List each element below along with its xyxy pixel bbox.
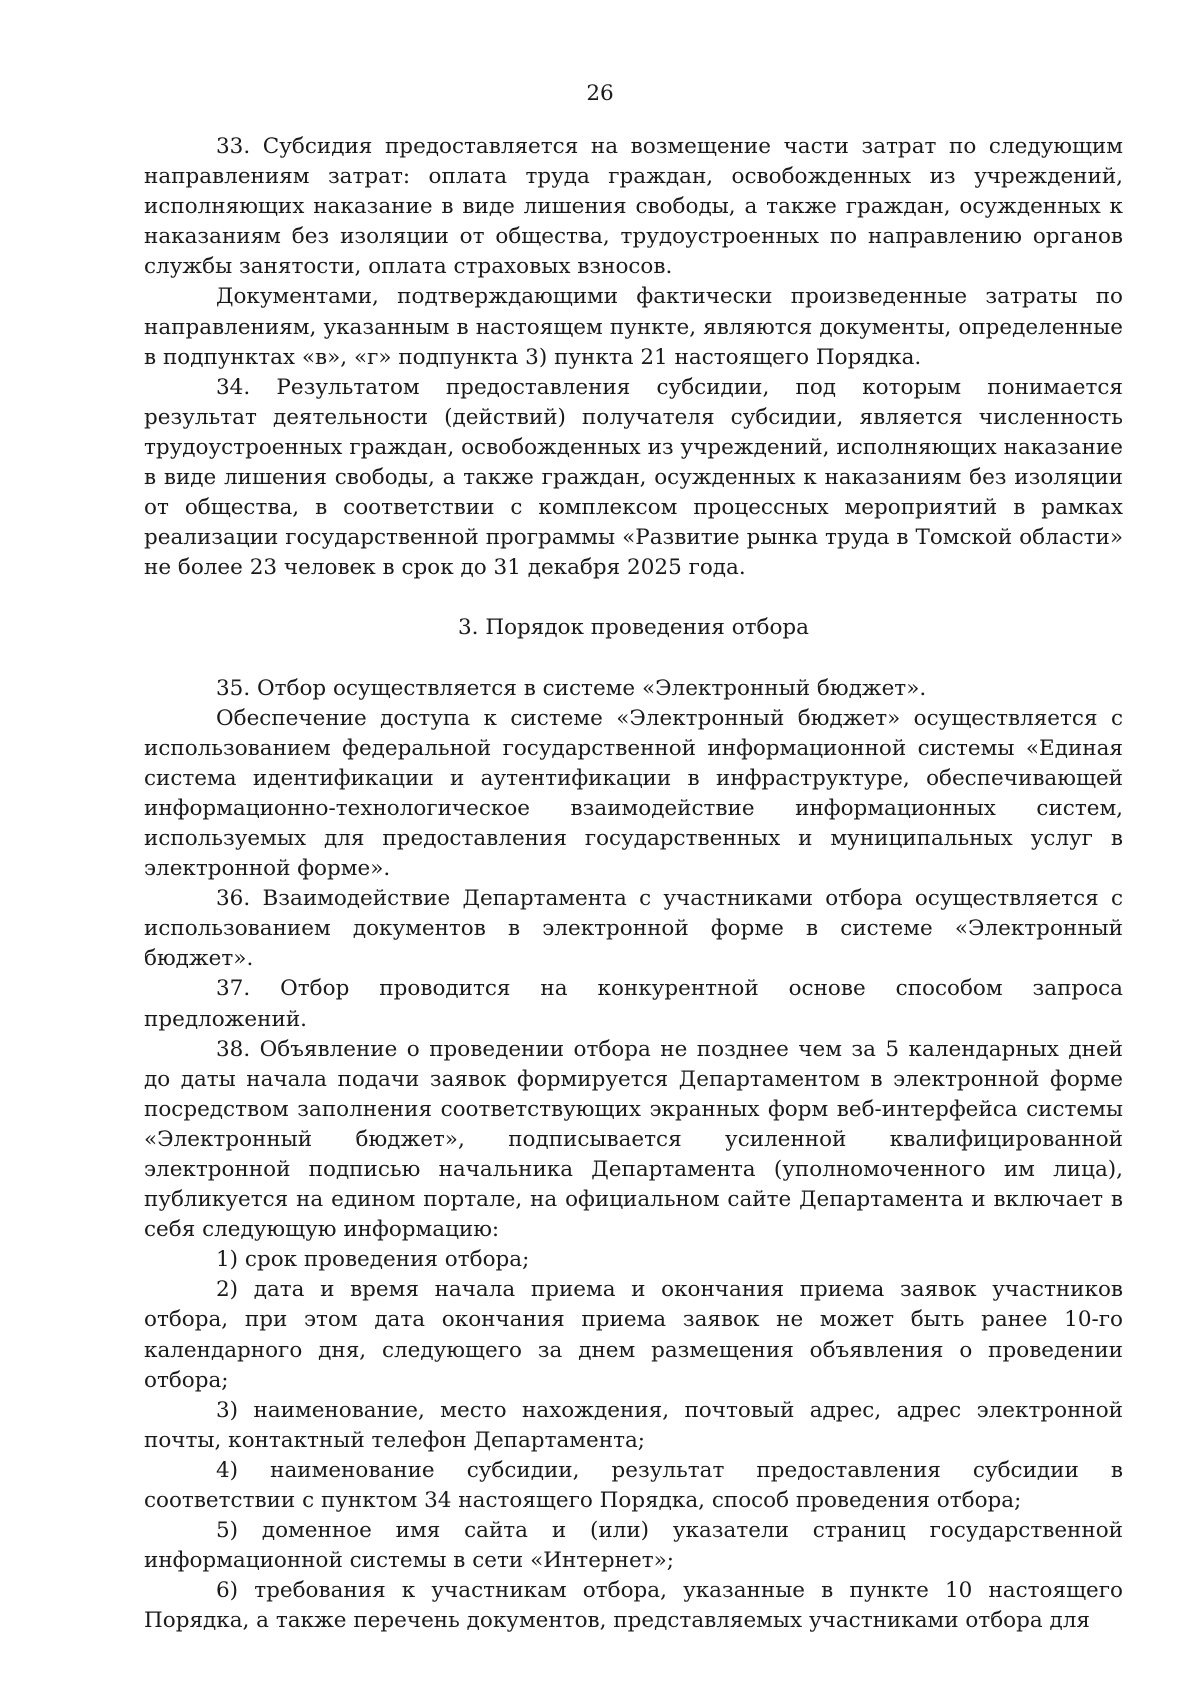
list-item-3: 3) наименование, место нахождения, почтовый адрес, адрес электронной почты, контактный телефон Департамента; [144,1397,1123,1453]
paragraph-33-documents: Документами, подтверждающими фактически произведенные затраты по направлениям, указанным в настоящем пункте, являются документы, определенные в подпунктах «в», «г» подпункта 3) пункта 21 настоящего Порядка. [144,284,1123,370]
paragraph-35-access: Обеспечение доступа к системе «Электронный бюджет» осуществляется с использованием федеральной государственной информационной системы «Единая система идентификации и аутентификации в инфраструктуре, обеспечивающей информационно-технологическое взаимодействие информационных систем, используемых для предоставления государственных и муниципальных услуг в электронной форме». [144,705,1123,882]
list-item-6: 6) требования к участникам отбора, указанные в пункте 10 настоящего Порядка, а также перечень документов, представляемых участниками отбора для [144,1578,1123,1634]
list-item-4: 4) наименование субсидии, результат предоставления субсидии в соответствии с пунктом 34 настоящего Порядка, способ проведения отбора; [144,1457,1123,1514]
paragraph-37: 37. Отбор проводится на конкурентной основе способом запроса предложений. [144,976,1123,1032]
paragraph-33: 33. Субсидия предоставляется на возмещение части затрат по следующим направлениям затрат: оплата труда граждан, освобожденных из учреждений, исполняющих наказание в виде лишения свободы, а также граждан, осужденных к наказаниям без изоляции от общества, трудоустроенных по направлению органов службы занятости, оплата страховых взносов. [144,134,1123,280]
document-body [144,132,1123,1637]
paragraph-34: 34. Результатом предоставления субсидии, под которым понимается результат деятельности (действий) получателя субсидии, является численность трудоустроенных граждан, освобожденных из учреждений, исполняющих наказание в виде лишения свободы, а также граждан, осужденных к наказаниям без изоляции от общества, в соответствии с комплексом процессных мероприятий в рамках реализации государственной программы «Развитие рынка труда в Томской области» не более 23 человек в срок до 31 декабря 2025 года. [144,374,1123,581]
paragraph-35: 35. Отбор осуществляется в системе «Электронный бюджет». [216,675,927,701]
list-item-5: 5) доменное имя сайта и (или) указатели страниц государственной информационной системы в сети «Интернет»; [144,1518,1123,1574]
list-item-2: 2) дата и время начала приема и окончания приема заявок участников отбора, при этом дата окончания приема заявок не может быть ранее 10-го календарного дня, следующего за днем размещения объявления о проведении отбора; [144,1277,1123,1393]
list-item-1: 1) срок проведения отбора; [216,1247,530,1273]
paragraph-38: 38. Объявление о проведении отбора не позднее чем за 5 календарных дней до даты начала подачи заявок формируется Департаментом в электронной форме посредством заполнения соответствующих экранных форм веб-интерфейса системы «Электронный бюджет», подписывается усиленной квалифицированной электронной подписью начальника Департамента (уполномоченного им лица), публикуется на едином портале, на официальном сайте Департамента и включает в себя следующую информацию: [144,1036,1123,1243]
paragraph-36: 36. Взаимодействие Департамента с участниками отбора осуществляется с использованием документов в электронной форме в системе «Электронный бюджет». [144,886,1123,972]
page-number: 26 [586,81,614,106]
section-heading: 3. Порядок проведения отбора [457,615,809,641]
